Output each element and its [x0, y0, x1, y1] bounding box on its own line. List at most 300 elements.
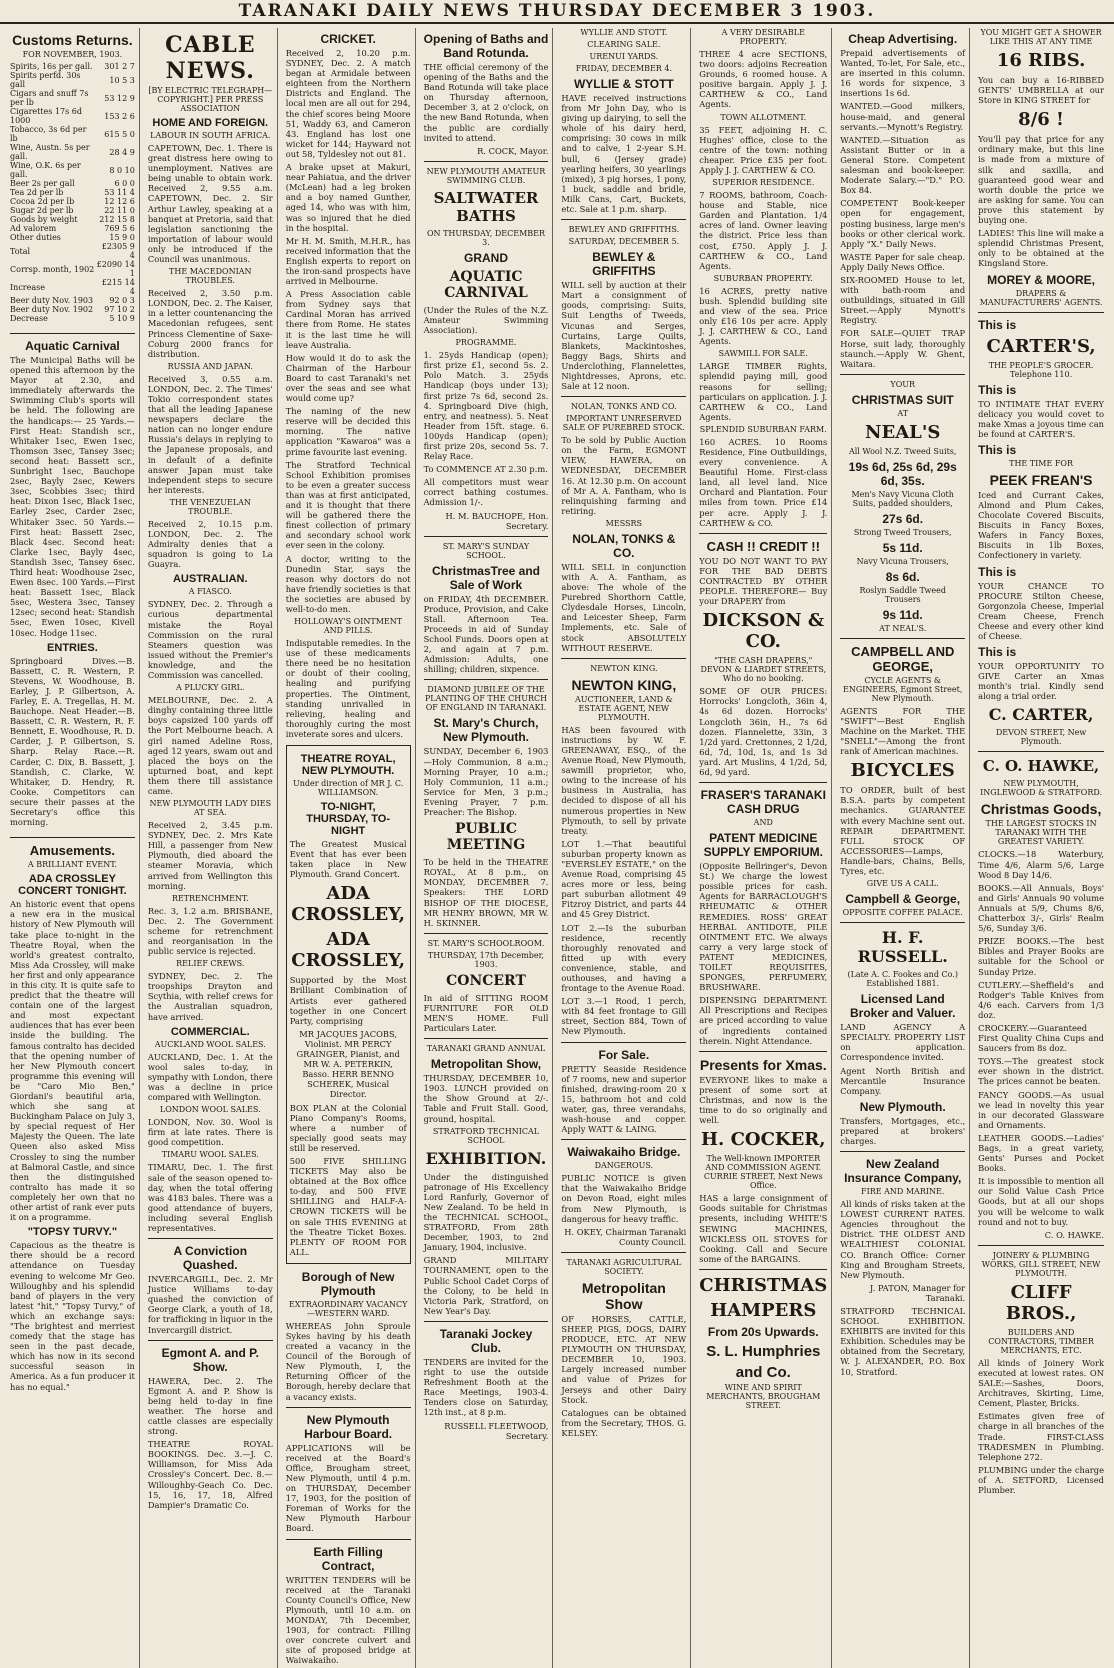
article-subheading: AUCKLAND WOOL SALES.	[154, 1039, 266, 1049]
ad-subheading: DRAPERS & MANUFACTURERS' AGENTS.	[979, 288, 1103, 307]
ad-text: (Under the Rules of the N.Z. Amateur Swimming Association).	[423, 304, 549, 336]
ad-text: THE official ceremony of the opening of the Baths and the Band Rotunda will take place on Thursday afternoon, December 3, at 2 o'clock, on the new Band Rotunda, when the public are cordially invited to attend.	[423, 62, 549, 143]
ad-headline: CARTER'S,	[986, 335, 1096, 357]
ad-subheading: AT NEAL'S.	[879, 623, 927, 633]
ad-text: Agent North British and Mercantile Insurance Company.	[840, 1065, 966, 1096]
ad-subheading: IMPORTANT UNRESERVED SALE OF PUREBRED STOCK.	[562, 414, 685, 433]
ad-heading: NOLAN, TONKS & CO.	[572, 531, 676, 560]
ad-text: LEATHER GOODS.—Ladies' Bags, in a great variety, Gents' Purses and Pocket Books.	[978, 1132, 1104, 1174]
ad-subheading: "THE CASH DRAPERS," DEVON & LIARDET STREETS, Who do no booking.	[700, 656, 827, 684]
table-row: Spirits perfd. 30s gall 10 5 3	[10, 71, 135, 89]
amusements-article	[10, 843, 135, 1391]
divider	[424, 933, 549, 934]
ad-heading: 27s 6d.	[882, 511, 924, 526]
ad-text: You can buy a 16-RIBBED GENTS' UMBRELLA at our Store in KING STREET for	[978, 75, 1104, 106]
article-subheading: A FIASCO.	[188, 587, 232, 597]
ad-text: THURSDAY, DECEMBER 10, 1903. LUNCH provided on the Show Ground at 2/-. Table and Fruit Stall. Good, ground, hospital.	[423, 1073, 549, 1124]
column-8	[974, 28, 1108, 1668]
table-row: Wine, O.K. 6s per gall. 8 0 10	[10, 161, 135, 179]
ad-subheading: OPPOSITE COFFEE PALACE.	[842, 908, 963, 918]
table-row: Beer duty Nov. 1902 97 10 2	[10, 305, 135, 314]
ad-text: To COMMENCE AT 2.30 p.m.	[423, 464, 548, 475]
divider	[561, 1139, 686, 1140]
ad-subheading: AND	[753, 818, 773, 828]
ad-subheading: SATURDAY, DECEMBER 5.	[568, 237, 680, 247]
ad-heading: Campbell & George,	[845, 892, 961, 907]
ad-text: To be sold by Public Auction on the Farm, EGMONT VIEW, HAWERA, on WEDNESDAY, DECEMBER 16. At 12.30 p.m. On account of Mr A. A. Fantham, who is relinquishing farming and retiring.	[561, 435, 687, 516]
ad-text: COMPETENT Book-keeper open for engagement, posting business, large men's books or other clerical work. Apply "X." Daily News.	[840, 198, 966, 249]
ad-subheading: MESSRS	[605, 518, 643, 528]
ad-heading: WYLLIE & STOTT	[573, 77, 674, 91]
ad-text: 500 FIVE SHILLING TICKETS May also be obtained at the Box office to-day, and 500 FIVE SHILLING and HALF-A-CROWN TICKETS will be on sale THIS EVENING at the Theatre Ticket Boxes. PLENTY OF ROOM FOR ALL.	[289, 1155, 407, 1257]
ad-text: LAND AGENCY A SPECIALTY. PROPERTY LIST on application. Correspondence invited.	[840, 1022, 966, 1063]
column-1	[6, 28, 140, 1668]
ad-headline: CHRISTMAS	[699, 1274, 828, 1296]
ad-text: All competitors must wear correct bathing costumes. Admission 1/-.	[423, 477, 549, 508]
ad-text: LARGE TIMBER Rights, splendid paying mill, good reasons for selling; particulars on application. J. J. CARTHEW & CO., Land Agents.	[699, 361, 828, 422]
ad-text: WILL sell by auction at their Mart a consignment of goods, comprising: Suits, Suit Lengths of Tweeds, Vicunas and Serges, Curtains, Large Quilts, Blankets, Mackintoshes, Baggy Bags, Shirts and Underclothing, Flannelettes, Nightdresses, Aprons, etc. Sale at 12 noon.	[561, 280, 687, 392]
ad-headline: AQUATIC CARNIVAL	[444, 268, 528, 301]
ad-heading: Christmas Goods,	[980, 801, 1102, 818]
divider	[148, 1340, 273, 1341]
article-text: SYDNEY, Dec. 2. The troopships Drayton and Scythia, with relief crews for the Australian squadron, have arrived.	[147, 971, 273, 1022]
ad-heading: FRASER'S TARANAKI CASH DRUG	[700, 788, 826, 817]
ad-subheading: DEVON STREET, New Plymouth.	[995, 728, 1087, 747]
ad-heading: This is	[978, 317, 1017, 332]
divider	[978, 1245, 1104, 1246]
ad-heading: Presents for Xmas.	[699, 1056, 827, 1073]
ad-text: WANTED.—Good milkers, house-maid, and general servants.—Mynott's Registry.	[840, 101, 966, 132]
divider	[148, 1238, 273, 1239]
column-6	[695, 28, 832, 1668]
article-text: HAWERA, Dec. 2. The Egmont A. and P. Show is being held to-day in fine weather. The horse and cattle classes are especially strong.	[147, 1375, 273, 1437]
article-text: AUCKLAND, Dec. 1. At the wool sales to-day, in sympathy with London, there was a decline in price compared with Wellington.	[147, 1051, 273, 1103]
ad-text: WRITTEN TENDERS will be received at the Taranaki County Council's Office, New Plymouth, until 10 a.m. on MONDAY, 7th December, 1903, for contract: Filling over concrete culvert and site of proposed bridge at Waiwakaiho.	[285, 1574, 411, 1666]
ad-headline: C. CARTER,	[988, 705, 1094, 725]
divider	[978, 312, 1104, 313]
article-heading: ADA CROSSLEY CONCERT TONIGHT.	[18, 873, 127, 898]
ad-headline: BICYCLES	[850, 760, 955, 782]
ad-subheading: The Well-known IMPORTER AND COMMISSION AGENT. CURRIE STREET, Next News Office.	[703, 1154, 823, 1191]
ad-text: TENDERS are invited for the right to use the outside Refreshment Booth at the Race Meetings, 1903-4. Tenders close on Saturday, 12th inst., at 8 p.m.	[423, 1356, 549, 1418]
divider	[978, 751, 1104, 752]
article-heading: Amusements.	[29, 843, 116, 859]
ad-heading: THEATRE ROYAL, NEW PLYMOUTH.	[300, 753, 396, 777]
ad-subheading: BUILDERS AND CONTRACTORS, TIMBER MERCHANTS, ETC.	[988, 1327, 1094, 1355]
article-text: The Stratford Technical School Exhibition promises to be even a greater success than was at first anticipated, and it is thought that there will be gathered there the finest collection of primary and secondary school work ever seen in the colony.	[285, 459, 411, 551]
divider	[561, 1042, 686, 1043]
table-row: Other duties 15 9 0	[10, 233, 135, 242]
ad-text: BOX PLAN at the Colonial Piano Company's Rooms, where a number of specially good seats may still be reserved.	[289, 1102, 407, 1153]
table-row: Cocoa 2d per lb 12 12 6	[10, 197, 135, 206]
ad-headline: C. O. HAWKE,	[982, 757, 1100, 776]
ad-headline: HAMPERS	[710, 1299, 817, 1321]
article-subheading: NEW PLYMOUTH LADY DIES AT SEA.	[149, 799, 272, 818]
ad-subheading: BEWLEY AND GRIFFITHS.	[568, 225, 680, 235]
ad-headline: EXHIBITION.	[425, 1148, 547, 1168]
divider	[840, 374, 965, 375]
ad-subheading: All Wool N.Z. Tweed Suits,	[848, 446, 957, 456]
ad-headline: PUBLIC MEETING	[446, 821, 526, 854]
ad-heading: BEWLEY & GRIFFITHS	[592, 250, 656, 279]
divider	[424, 679, 549, 680]
ad-subheading: THE TIME FOR	[1009, 458, 1074, 468]
article-heading: Aquatic Carnival	[25, 339, 120, 353]
ad-headline: CONCERT	[446, 972, 526, 989]
ad-subheading: CYCLE AGENTS & ENGINEERS, Egmont Street, New Plymouth.	[843, 675, 963, 703]
ad-subheading: YOUR	[890, 379, 916, 389]
ad-text: 7 ROOMS, bathroom, Coach-house and Stable, nice Garden and Plantation. 1/4 acres of land. Owner leaving the district. Price less than cost, £750. Apply J. J. CARTHEW & CO., Land Agents.	[699, 190, 828, 271]
ad-text: TO INTIMATE THAT EVERY delicacy you would covet to make Xmas a joyous time can be found at CARTER'S.	[978, 398, 1104, 439]
article-subheading: THE VENEZUELAN TROUBLE.	[169, 497, 251, 516]
ad-text: PLUMBING under the charge of A. SETFORD, Licensed Plumber.	[978, 1464, 1104, 1495]
ad-text: YOUR OPPORTUNITY TO GIVE Carter an Xmas month's trial. Kindly send along a trial order.	[978, 661, 1104, 702]
ad-heading: Cheap Advertising.	[848, 32, 958, 46]
ad-text: HAVE received instructions from Mr John Day, who is giving up dairying, to sell the whole of his dairy herd, comprising: 30 cows in milk and to calve, 1 2-year S.H. bull, 6 (Jersey grade) yearling heifers, 30 yearlings (mixed), 3 pig horses, 1 pony, 1 buck, saddle and bridle, Milk Cans, Cart, Buckets, etc. Sale at 1 p.m. sharp.	[561, 93, 687, 215]
ad-text: To be held in the THEATRE ROYAL, At 8 p.m., on MONDAY, DECEMBER 7. Speakers: THE LORD BISHOP OF THE DIOCESE, MR HENRY BROWN, MR W. H. SKINNER.	[423, 857, 549, 928]
ad-text: (Opposite Bellringer's, Devon St.) We charge the lowest possible prices for cash. Agents for BARRACLOUGH'S RHEUMATIC & OTHER REMEDIES. ROSS' GREAT HERBAL ANTIDOTE, PILE OINTMENT ETC. We always carry a very large stock of PATENT MEDICINES, TOILET REQUISITES, SPONGES, PERFUMERY, BRUSHWARE.	[699, 861, 828, 993]
ad-text: PRIZE BOOKS.—The best Bibles and Prayer Books are suitable for the School or Sunday Prize.	[978, 936, 1104, 977]
cable-news-title: CABLE NEWS.	[165, 32, 256, 84]
article-heading: Egmont A. and P. Show.	[161, 1345, 259, 1374]
ad-text: Transfers, Mortgages, etc., prepared at brokers' charges.	[840, 1115, 966, 1146]
ad-subheading: JOINERY & PLUMBING WORKS, GILL STREET, NEW PLYMOUTH.	[981, 1250, 1101, 1278]
customs-subtitle: FOR NOVEMBER, 1903.	[22, 50, 123, 59]
article-text: An historic event that opens a new era in the musical history of New Plymouth will take place to-night in the Theatre Royal, when the world's greatest contralto, Miss Ada Crossley, will make her first and only appearance in this city. It is quite safe to predict that the theatre will contain one of the largest and most expectant audiences that has ever been inside the building. The famous contralto has decided that the opening number of her New Plymouth concert programme this evening will be "Caro Mio Ben," Giordani's beautiful aria, which she sang at Buckingham Palace on July 3, by special request of Her Majesty the Queen. The late Queen also asked Miss Crossley to sing the number at Balmoral Castle, and since then the distinguished contralto has made it so completely her own that no other artist of rank ever puts it on a programme.	[10, 899, 135, 1223]
ad-text: LOT 3.—1 Rood, 1 perch, with 84 feet frontage to Gill street, Section 884, Town of New Plymouth.	[561, 996, 687, 1037]
ad-heading: This is	[978, 645, 1017, 660]
column-7	[836, 28, 970, 1668]
ad-heading: 9s 11d.	[882, 607, 923, 622]
article-text: Received 2, 10.20 p.m. SYDNEY, Dec. 2. A match began at Armidale between eighteen from the Northern Districts and England. The local men are all out for 294, the chief scores being Moore 51, Waddy 63, and Cameron 43. England has lost one wicket for 144; Hayward not out 58, Tyldesley not out 81.	[285, 48, 411, 159]
ad-text: OF HORSES, CATTLE, SHEEP, PIGS, DOGS, DAIRY PRODUCE, ETC. AT NEW PLYMOUTH ON THURSDAY, DECEMBER 10, 1903. Largely increased number and value of Prizes for Jerseys and other Dairy Stock.	[561, 1313, 687, 1405]
table-row: Beer duty Nov. 1903 92 0 3	[10, 296, 135, 305]
article-text: TIMARU, Dec. 1. The first sale of the season opened to-day, when the total offering was 4183 bales. There was a good attendance of buyers, including several English representatives.	[147, 1162, 273, 1233]
ad-headline: SALTWATER BATHS	[433, 188, 539, 225]
article-text: Capacious as the theatre is there should be a record attendance on Tuesday evening to welcome Mr Geo. Willoughby and his splendid band of players in the very latest "hit," "Topsy Turvy," of which an exchange says: "The brightest and merriest comedy that the stage has seen in the past decade, which has now in its second successful season in America. As a fun producer it has no equal."	[10, 1240, 135, 1392]
ad-heading: This is	[978, 382, 1017, 397]
article-subheading: RETRENCHMENT.	[171, 893, 249, 903]
ad-text: SIX-ROOMED House to let, with bath-room and outbuildings, situated in Gill Street.—Apply Mynott's Registry.	[840, 274, 966, 326]
article-subheading: RUSSIA AND JAPAN.	[167, 361, 253, 371]
cable-news-subtitle: [BY ELECTRIC TELEGRAPH—COPYRIGHT.] PER PRESS ASSOCIATION	[148, 86, 273, 113]
ad-subheading: THURSDAY, 17th December, 1903.	[427, 950, 545, 969]
customs-table	[10, 62, 135, 323]
table-row: Tobacco, 3s 6d per lb 615 5 0	[10, 125, 135, 143]
divider	[699, 1269, 827, 1270]
ad-text: Iced and Currant Cakes, Almond and Plum Cakes, Chocolate Covered Biscuits, Biscuits in Fancy Boxes, Wafers in Fancy Boxes, Biscuits in 1lb Boxes, Confectionery in variety.	[978, 489, 1104, 561]
divider	[424, 1321, 549, 1322]
ad-text: YOUR CHANCE TO PROCURE Stilton Cheese, Gorgonzola Cheese, Imperial Cream Cheese, French Cheese and every other kind of Cheese.	[978, 580, 1104, 641]
article-text: Rec. 3, 1.2 a.m. BRISBANE, Dec. 2. The Government scheme for retrenchment and reorganisation in the public service is rejected.	[147, 905, 273, 957]
article-subheading: A BRILLIANT EVENT.	[27, 860, 117, 870]
divider	[699, 533, 827, 534]
ad-text: Prepaid advertisements of Wanted, To-let, For Sale, etc., are inserted in this column. 16 words for sixpence, 3 insertions 1s 6d.	[840, 48, 966, 99]
ad-heading: Borough of New Plymouth	[301, 1269, 395, 1298]
ad-text: 16 ACRES, pretty native bush. Splendid building site and view of the sea. Price only £16 10s per acre. Apply J. J. CARTHEW & CO., Land Agents.	[699, 285, 828, 347]
table-row: Decrease 5 10 9	[10, 314, 135, 323]
ad-text: LOT 1.—That beautiful suburban property known as "EVERSLEY ESTATE," on the Avenue Road, comprising 45 acres more or less, being part suburban allotment 49 Fitzroy District, and parts 44 and 45 Grey District.	[561, 838, 687, 920]
article-text: Mr H. M. Smith, M.H.R., has received information that the English experts to report on the iron-sand prospects have arrived in Melbourne.	[285, 235, 411, 287]
ad-subheading: ON THURSDAY, DECEMBER 3.	[426, 228, 545, 247]
ad-subheading: SUBURBAN PROPERTY.	[713, 273, 813, 283]
article-text: The naming of the new reserve will be decided this morning. The native application "Kawaroa" was a prime favourite last evening.	[285, 406, 411, 457]
ad-heading: ChristmasTree and Sale of Work	[431, 563, 541, 592]
ad-headline: 8/6 !	[1018, 109, 1064, 131]
divider	[424, 161, 549, 162]
article-text: A doctor, writing to the Dunedin Star, says the reason why doctors do not have friendly societies is that the societies are abused by well-to-do men.	[285, 553, 411, 614]
article-subheading: TIMARU WOOL SALES.	[161, 1150, 259, 1160]
ad-heading: MOREY & MOORE,	[987, 272, 1095, 287]
divider	[424, 536, 549, 537]
ad-text: FANCY GOODS.—As usual we lead in novelty this year in our decorated Glassware and Ornaments.	[978, 1089, 1104, 1130]
ad-subheading: SAWMILL FOR SALE.	[718, 349, 808, 359]
ad-signature: R. COCK, Mayor.	[477, 145, 549, 156]
divider	[561, 219, 686, 220]
ad-text: PRETTY Seaside Residence of 7 rooms, new and superior finished, drawing-room 20 x 15, bathroom hot and cold water, gas, three verandahs, wash-house and copper. Apply WATT & LAING.	[561, 1063, 687, 1135]
article-text: Springboard Dives.—B. Bassett, C. R. Western, P. Stevens, W. Woodhouse, B. Earley, J. P. Gilbertson, A. Farley, E. A. Tregellas, H. M. Bauchope. Neat Header.—B. Bassett, C. R. Western, R. F. Bennett, E. Woodhouse, R. D. Carder, J. P. Gilbertson, S. Sharp. Relay Race.—R. Carder, C. Dix, B. Bassett, J. Standish, C. Clarke, W. Whitaker, D. Hendry, R. Cooke. Competitors can secure their passes at the Secretary's office this morning.	[10, 655, 135, 828]
article-text: Received 3, 0.55 a.m. LONDON, Dec. 2. The Times' Tokio correspondent states that all the leading Japanese newspapers declare the nation can no longer endure Russia's delays in replying to the Japanese proposals, and in default of a definite answer Japan must take independent steps to secure her interests.	[147, 373, 273, 495]
ad-heading: New Plymouth Harbour Board.	[304, 1412, 393, 1441]
ad-subheading: DANGEROUS.	[594, 1161, 654, 1171]
ad-heading: 5s 11d.	[882, 540, 923, 555]
article-text: LONDON, Nov. 30. Wool is firm at late rates. There is good competition.	[147, 1117, 273, 1148]
ad-subheading: (Late A. C. Fookes and Co.) Established 1881.	[847, 970, 958, 989]
ad-text: 160 ACRES. 10 Rooms Residence, Fine Outbuildings, every convenience. A Beautiful Home. First-class land, all level land. Nice Orchard and Plantation. Four miles from town. Price £14 per acre. Apply J. J. CARTHEW & CO.	[699, 436, 828, 528]
ad-signature: H. OKEY, Chairman Taranaki County Council.	[564, 1226, 687, 1247]
divider	[561, 396, 686, 397]
table-row: Increase £215 14 4	[10, 278, 135, 296]
ad-subheading: AT	[897, 408, 909, 418]
divider	[840, 1151, 965, 1152]
divider	[424, 1038, 549, 1039]
ad-text: HAS been favoured with instructions by W. F. GREENAWAY, ESQ., of the Avenue Road, New Plymouth, sawmill proprietor, who, owing to the increase of his business in Australia, has decided to dispose of all his numerous properties in New Plymouth, to sell by private treaty.	[561, 724, 687, 836]
ad-text: Supported by the Most Brilliant Combination of Artists ever gathered together in one Concert Party, comprising	[289, 975, 407, 1026]
ad-heading: Opening of Baths and Band Rotunda.	[423, 32, 549, 60]
ad-heading: From 20s Upwards.	[707, 1324, 819, 1339]
ad-subheading: SUPERIOR RESIDENCE.	[712, 178, 815, 188]
article-subheading: LONDON WOOL SALES.	[159, 1105, 261, 1115]
ad-text: WHEREAS John Sproule Sykes having by his death created a vacancy in the Council of the Borough of New Plymouth, I, the Returning Officer of the Borough, hereby declare that a vacancy exists.	[285, 1320, 411, 1402]
article-text: Received 2, 10.15 p.m. LONDON, Dec. 2. The Admiralty denies that a squadron is going to La Guayra.	[147, 518, 273, 570]
ad-text: It is impossible to mention all our Solid Value Cash Price Goods, but at all our shops you will be welcome to walk round and not to buy.	[978, 1176, 1104, 1227]
article-text: A Press Association cable from Sydney says that Cardinal Moran has arrived there from Rome. He states it is the last time he will leave Australia.	[285, 289, 411, 350]
table-row: Goods by weight 212 15 8	[10, 215, 135, 224]
ad-headline: H. F. RUSSELL.	[857, 928, 948, 967]
ad-text: THREE 4 acre SECTIONS, two doors: adjoins Recreation Grounds, 6 roomed house. A positive bargain. Apply J. J. CARTHEW & CO., Land Agents.	[699, 49, 828, 110]
article-subheading: A PLUCKY GIRL.	[176, 683, 245, 693]
divider	[10, 333, 135, 334]
ad-signature: C. O. HAWKE.	[1044, 1229, 1104, 1240]
article-text: MELBOURNE, Dec. 2. A dinghy containing three little boys capsized 100 yards off the Port Melbourne beach. A girl named Adeline Ross, aged 12 years, swam out and placed the boys on the upturned boat, and kept them there till assistance came.	[147, 695, 273, 796]
column-3	[282, 28, 416, 1668]
ad-text: CLOCKS.—18 Waterbury, Time 4/6, Alarm 5/6, Large Wood 8 Day 14/6.	[978, 849, 1104, 880]
article-text: Received 2, 3.45 p.m. SYDNEY, Dec. 2. Mrs Kate Hill, a passenger from New Plymouth, died aboard the steamer Moravia, which arrived from Wellington this morning.	[147, 820, 273, 891]
table-row: Cigarettes 17s 6d 1000 153 2 6	[10, 107, 135, 125]
ad-subheading: URENUI YARDS.	[589, 52, 659, 61]
ad-subheading: NEWTON KING.	[590, 663, 658, 673]
divider	[561, 658, 686, 659]
ad-subheading: NOLAN, TONKS AND CO.	[571, 402, 677, 412]
theatre-ad	[286, 745, 411, 1264]
table-row: Total £2305 9 4	[10, 242, 135, 260]
ad-heading: PEEK FREAN'S	[989, 471, 1093, 488]
ad-text: PUBLIC NOTICE is given that the Waiwakaiho Bridge on Devon Road, eight miles from New Plymouth, is dangerous for heavy traffic.	[561, 1173, 687, 1224]
ad-text: You'll pay that price for any ordinary make, but this line is made from a mixture of silk and saxilla, and guaranteed good wear and worth double the price we are asking for same. You can prove this statement by buying one.	[978, 134, 1104, 226]
divider	[840, 922, 965, 923]
ad-subheading: GIVE US A CALL.	[866, 879, 939, 889]
ad-heading: This is	[978, 564, 1017, 579]
ad-headline: ADA CROSSLEY,	[291, 929, 405, 972]
ad-heading: 8s 6d.	[885, 569, 920, 584]
ad-subheading: Strong Tweed Trousers,	[853, 527, 952, 537]
ad-heading: PATENT MEDICINE SUPPLY EMPORIUM.	[703, 831, 823, 860]
table-row: Corrsp. month, 1902 £2090 14 1	[10, 260, 135, 278]
column-4	[420, 28, 554, 1668]
divider	[699, 1051, 827, 1052]
ad-heading: Waiwakaiho Bridge.	[567, 1145, 681, 1160]
article-heading: HOME AND FOREIGN.	[152, 117, 269, 129]
ad-heading: Taranaki Jockey Club.	[439, 1326, 533, 1355]
article-heading: "TOPSY TURVY."	[27, 1226, 118, 1239]
article-subheading: THE MACEDONIAN TROUBLES.	[169, 267, 252, 286]
ad-heading: and Co.	[735, 1363, 791, 1381]
ad-text: AGENTS FOR THE "SWIFT"—Best English Machine on the Market. THE "SNELL"—Among the front rank of American machines.	[840, 705, 966, 757]
aquatic-carnival-article	[10, 339, 135, 827]
ad-heading: New Plymouth.	[859, 1099, 946, 1114]
ad-text: Catalogues can be obtained from the Secretary, THOS. G. KELSEY.	[561, 1407, 687, 1438]
ad-subheading: TOWN ALLOTMENT.	[720, 112, 807, 122]
ad-heading: S. L. Humphries	[706, 1342, 821, 1360]
ad-subheading: ST. MARY'S SCHOOLROOM.	[427, 938, 545, 948]
masthead	[0, 0, 1114, 24]
ad-headline: H. COCKER,	[701, 1129, 826, 1151]
ad-heading: For Sale.	[598, 1047, 650, 1062]
ad-heading: Metropolitan Show	[581, 1279, 666, 1312]
ad-subheading: CLEARING SALE.	[587, 40, 661, 49]
ad-text: Estimates given free of charge in all branches of the Trade. FIRST-CLASS TRADESMEN in Plumbing. Telephone 272.	[978, 1411, 1104, 1462]
ad-text: CUTLERY.—Sheffield's and Rodger's Table Knives from 4/6 each. Carvers from 1/3 doz.	[978, 979, 1104, 1020]
ad-text: DISPENSING DEPARTMENT. All Prescriptions and Recipes are priced according to value of ingredients contained therein. Night Attendance.	[699, 995, 828, 1046]
customs-returns	[10, 32, 135, 323]
article-text: CAPETOWN, Dec. 1. There is great distress here owing to unemployment. Natives are being unable to obtain work. Received 2, 9.55 a.m. CAPETOWN, Dec. 2. Sir Arthur Lawley, speaking at a banquet at Pretoria, said that legislation sanctioning the importation of labour would only be introduced if the Council was unanimous.	[147, 143, 273, 265]
ad-headline: CLIFF BROS.,	[1005, 1281, 1077, 1324]
ad-heading: New Zealand Insurance Company,	[844, 1157, 962, 1186]
ad-subheading: YOU MIGHT GET A SHOWER LIKE THIS AT ANY TIME	[980, 28, 1102, 46]
ad-heading: CASH !! CREDIT !!	[706, 538, 820, 554]
ad-heading: NEWTON KING,	[571, 676, 677, 693]
ad-subheading: NEW PLYMOUTH, INGLEWOOD & STRATFORD.	[980, 779, 1103, 798]
divider	[840, 638, 965, 639]
ad-text: All kinds of risks taken at the LOWEST CURRENT RATES. Agencies throughout the District. THE OLDEST AND WEALTHIEST COLONIAL CO. Branch Office: Corner King and Brougham Streets, New Plymouth.	[840, 1199, 966, 1280]
ad-subheading: FRIDAY, DECEMBER 4.	[575, 64, 672, 73]
article-heading: AUSTRALIAN.	[172, 573, 248, 586]
ad-subheading: EXTRAORDINARY VACANCY—WESTERN WARD.	[288, 1299, 408, 1318]
article-text: SYDNEY, Dec. 2. Through a curious departmental mistake the Royal Commission on the rural Steamers question was issued without the Premier's knowledge, and the Commission was cancelled.	[147, 599, 273, 681]
columns	[6, 28, 1108, 1666]
column-2	[144, 28, 278, 1668]
ad-headline: NEAL'S	[865, 421, 941, 443]
ad-text: All kinds of Joinery Work executed at lowest rates. ON SALE:—Sashes, Doors, Architraves, Skirting, Lime, Cement, Plaster, Bricks.	[978, 1357, 1104, 1409]
ad-text: WANTED.—Situation as Assistant Butter or in a General Store. Competent salesman and book-keeper. Moderate Salary.—"D." P.O. Box 84.	[840, 134, 966, 196]
ad-text: LOT 2.—Is the suburban residence, recently thoroughly renovated and fitted up with every convenience, stable, and outhouses, and having a frontage to the Avenue Road.	[561, 922, 687, 994]
ad-subheading: THE PEOPLE'S GROCER. Telephone 110.	[988, 360, 1094, 379]
ad-subheading: Under direction of MR J. C. WILLIAMSON.	[293, 779, 404, 797]
ad-text: HAS a large consignment of Goods suitable for Christmas presents, including WHITE'S SEWING MACHINES, WICKLESS OIL STOVES for Cooking. Call and Secure some of the BARGAINS.	[699, 1193, 828, 1264]
ad-subheading: ST. MARY'S SUNDAY SCHOOL.	[442, 541, 530, 560]
ad-subheading: FIRE AND MARINE.	[861, 1187, 945, 1197]
ad-signature: H. M. BAUCHOPE, Hon. Secretary.	[445, 510, 549, 531]
ad-signature: RUSSELL FLEETWOOD, Secretary.	[444, 1420, 549, 1441]
ad-subheading: SPLENDID SUBURBAN FARM.	[699, 424, 827, 434]
ad-text: GRAND MILITARY TOURNAMENT, open to the Public School Cadet Corps of the Colony, to be held in Victoria Park, Stratford, on New Year's Day.	[423, 1255, 549, 1316]
ad-text: LADIES! This line will make a splendid Christmas Present, only to be obtained at the Kingsland Store.	[978, 228, 1104, 269]
ad-subheading: STRATFORD TECHNICAL SCHOOL	[432, 1126, 540, 1145]
ad-subheading: TARANAKI AGRICULTURAL SOCIETY.	[566, 1257, 682, 1276]
table-row: Tea 2d per lb 53 11 4	[10, 188, 135, 197]
article-text: INVERCARGILL, Dec. 2. Mr Justice Williams to-day quashed the conviction of George Clark, a youth of 18, for trafficking in liquor in the Invercargill district.	[147, 1274, 273, 1335]
ad-text: CROCKERY.—Guaranteed First Quality China Cups and Saucers from 8s doz.	[978, 1022, 1104, 1054]
customs-title: Customs Returns.	[12, 32, 133, 48]
ad-heading: St. Mary's Church, New Plymouth.	[433, 716, 539, 745]
divider	[286, 1539, 411, 1540]
ad-heading: 19s 6d, 25s 6d, 29s 6d, 35s.	[848, 459, 957, 488]
ad-subheading: Navy Vicuna Trousers,	[856, 556, 949, 566]
ad-subheading: Men's Navy Vicuna Cloth Suits, padded shoulders,	[851, 489, 954, 508]
table-row: Spirits, 16s per gall. 301 2 7	[10, 62, 135, 71]
ad-subheading: WYLLIE AND STOTT.	[580, 28, 668, 37]
ad-subheading: THE LARGEST STOCKS IN TARANAKI WITH THE GREATEST VARIETY.	[985, 819, 1097, 847]
ad-subheading: DIAMOND JUBILEE OF THE PLANTING OF THE CHURCH OF ENGLAND IN TARANAKI.	[424, 685, 548, 713]
ad-text: MR JACQUES JACOBS, Violinist. MR PERCY GRAINGER, Pianist, and MR W. A. PETERKIN, Basso. HERR BENNO SCHEREK, Musical Director.	[296, 1028, 400, 1100]
ad-text: 1. 25yds Handicap (open); first prize £1, second 5s. 2. Polo Match. 3. 25yds Handicap (boys under 13); first prize 7s 6d, second 2s. 4. Springboard Dive (high, entry, and neatness). 5. Neat Header from 15ft. stage. 6. 100yds Handicap (open); first prize 20s, second 5s. 7. Relay Race.	[423, 350, 549, 462]
ad-headline: DICKSON & CO.	[702, 610, 825, 653]
ad-subheading: WINE AND SPIRIT MERCHANTS, BROUGHAM STREET.	[706, 1382, 821, 1410]
ad-text: BOOKS.—All Annuals, Boys' and Girls' Annuals 90 volume Annuals at 5/9, Chums 8/6, Chatterbox 3/-, Girls' Realm 5/6, Sunday 3/6.	[978, 882, 1104, 934]
table-row: Cigars and snuff 7s per lb 53 12 9	[10, 89, 135, 107]
masthead-title: TARANAKI DAILY NEWS THURSDAY DECEMBER 3 1903.	[238, 1, 876, 21]
table-row: Wine, Austn. 5s per gall. 28 4 9	[10, 143, 135, 161]
article-text: How would it do to ask the Chairman of the Harbour Board to cast Taranaki's net over the seas and see what would come up?	[285, 352, 411, 404]
ad-text: In aid of SITTING ROOM FURNITURE FOR OLD MEN'S HOME. Full Particulars Later.	[423, 992, 549, 1034]
ad-text: on FRIDAY, 4th DECEMBER. Produce, Provision, and Cake Stall. Afternoon Tea. Proceeds in aid of Sunday School Funds. Doors open at 2, and again at 7 p.m. Admission: Adults, one shilling; children, sixpence.	[423, 593, 549, 675]
column-5	[557, 28, 691, 1668]
ad-text: Under the distinguished patronage of His Excellency Lord Ranfurly, Governor of New Zealand. To be held in the TECHNICAL SCHOOL, STRATFORD, From 28th December, 1903, to 2nd January, 1904, inclusive.	[423, 1171, 549, 1253]
ad-text: TOYS.—The greatest stock ever shown in the district. The prices cannot be beaten.	[978, 1056, 1104, 1087]
divider	[699, 782, 827, 783]
ad-heading: CHRISTMAS SUIT	[851, 392, 954, 407]
article-heading: CRICKET.	[320, 32, 376, 46]
article-heading: A Conviction Quashed.	[173, 1244, 248, 1273]
article-text: Received 2, 3.50 p.m. LONDON, Dec. 2. The Kaiser, in a letter countenancing the Macedonian refugees, sent Princess Clementine of Saxe-Coburg 2000 francs for distribution.	[147, 288, 273, 359]
divider	[286, 1407, 411, 1408]
ad-signature: J. PATON, Manager for Taranaki.	[869, 1282, 966, 1303]
article-subheading: RELIEF CREWS.	[176, 959, 245, 969]
ad-text: 35 FEET, adjoining H. C. Hughes' office, close to the centre of the town: nothing cheaper. Price £35 per foot. Apply J. J. CARTHEW & CO.	[699, 124, 828, 175]
ad-text: WILL SELL in conjunction with A. A. Fantham, as above: The whole of the Purebred Shorthorn Cattle, Clydesdale Horses, Lincoln, and Leicester Sheep, Farm Implements, etc. Sale of stock ABSOLUTELY WITHOUT RESERVE.	[561, 561, 687, 653]
table-row: Beer 2s per gall 6 0 0	[10, 179, 135, 188]
ad-heading: CAMPBELL AND GEORGE,	[851, 643, 955, 674]
ad-heading: TO-NIGHT, THURSDAY, TO-NIGHT	[306, 801, 390, 837]
ad-heading: This is	[978, 442, 1017, 457]
divider	[10, 837, 135, 838]
ad-subheading: AUCTIONEER, LAND & ESTATE AGENT, NEW PLYMOUTH.	[575, 694, 673, 722]
article-text: A brake upset at Makuri, near Pahiatua, and the driver (McLean) had a leg broken and a boy named Gunther, aged 14, who was with him, was so injured that he died in the hospital.	[285, 162, 411, 233]
ad-text: YOU DO NOT WANT TO PAY FOR THE BAD DEBTS CONTRACTED BY OTHER PEOPLE. THEREFORE— Buy your DRAPERY from	[699, 555, 828, 607]
ad-subheading: TARANAKI GRAND ANNUAL	[426, 1044, 546, 1054]
ad-subheading: NEW PLYMOUTH AMATEUR SWIMMING CLUB.	[426, 166, 546, 185]
ad-heading: Metropolitan Show,	[430, 1057, 542, 1072]
